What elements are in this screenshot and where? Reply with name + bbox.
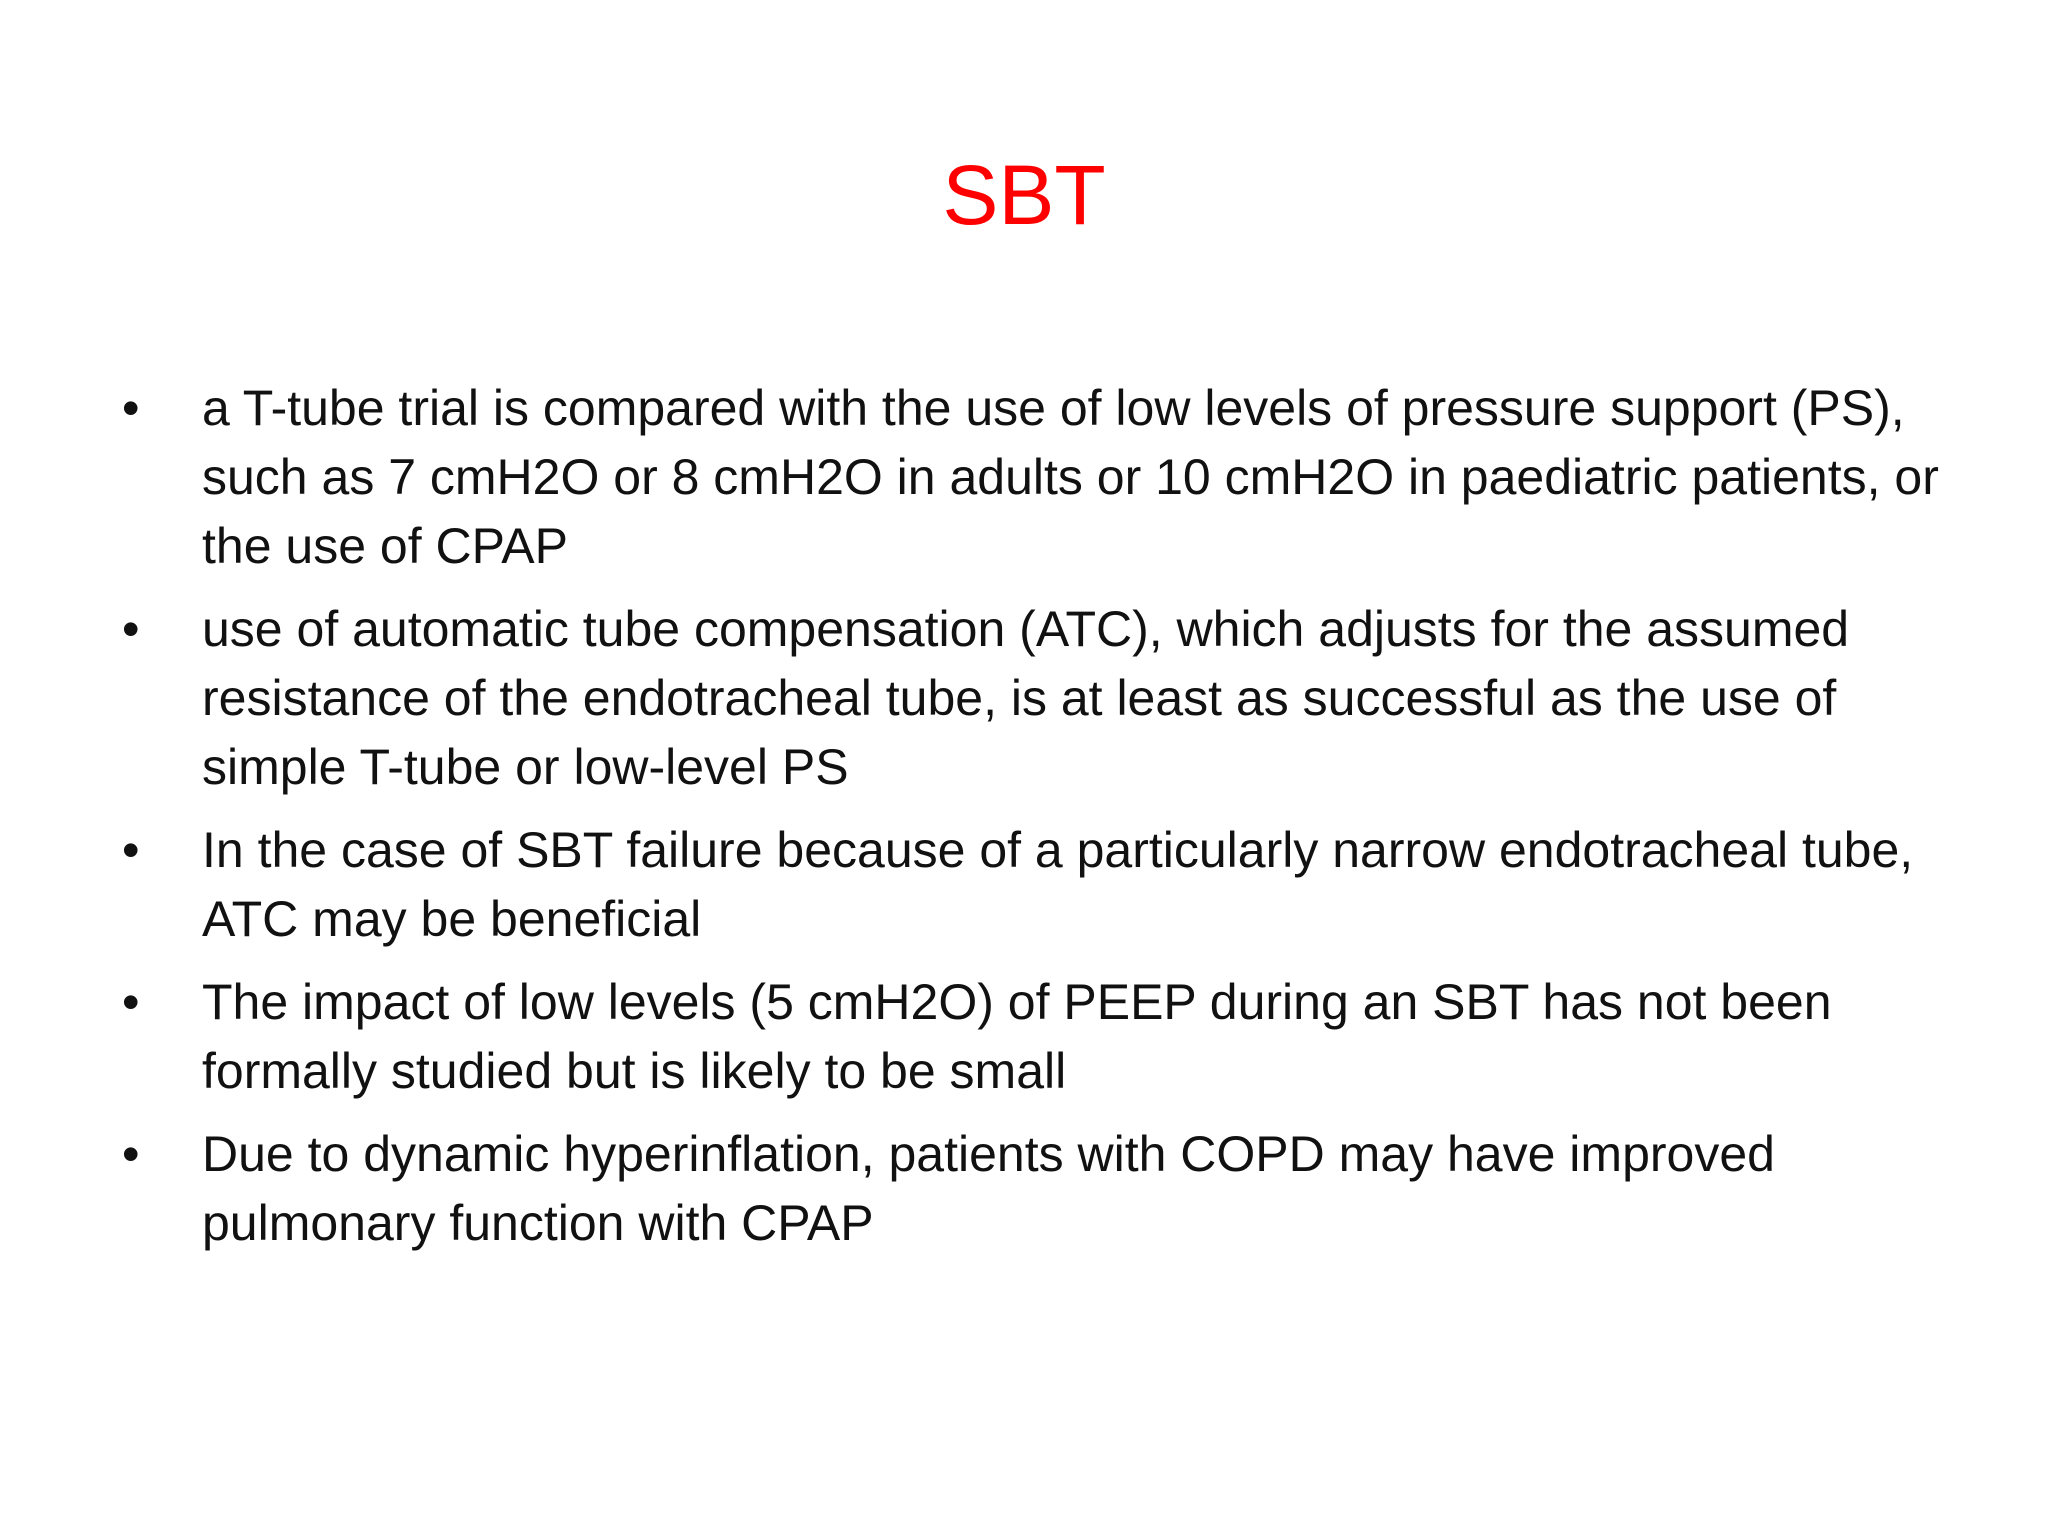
bullet-item [116,595,1976,802]
bullet-icon: • [122,822,140,878]
bullet-text: a T-tube trial is compared with the use of low levels of pressure support (PS), such as 7 cmH2O or 8 cmH2O in adults or 10 cmH2O in paediatric patients, or the use of CPAP [202,380,1939,574]
bullet-item [116,374,1976,581]
bullet-icon: • [122,974,140,1030]
bullet-item [116,1120,1976,1258]
bullet-item [116,968,1976,1106]
bullet-list [116,374,1976,1272]
slide-title: SBT [942,148,1106,242]
bullet-icon: • [122,380,140,436]
bullet-text: In the case of SBT failure because of a particularly narrow endotracheal tube, ATC may be beneficial [202,822,1914,947]
bullet-icon: • [122,1126,140,1182]
bullet-icon: • [122,601,140,657]
bullet-item [116,816,1976,954]
bullet-text: The impact of low levels (5 cmH2O) of PEEP during an SBT has not been formally studied but is likely to be small [202,974,1832,1099]
bullet-text: Due to dynamic hyperinflation, patients with COPD may have improved pulmonary function with CPAP [202,1126,1775,1251]
bullet-text: use of automatic tube compensation (ATC), which adjusts for the assumed resistance of the endotracheal tube, is at least as successful as the use of simple T-tube or low-level PS [202,601,1850,795]
